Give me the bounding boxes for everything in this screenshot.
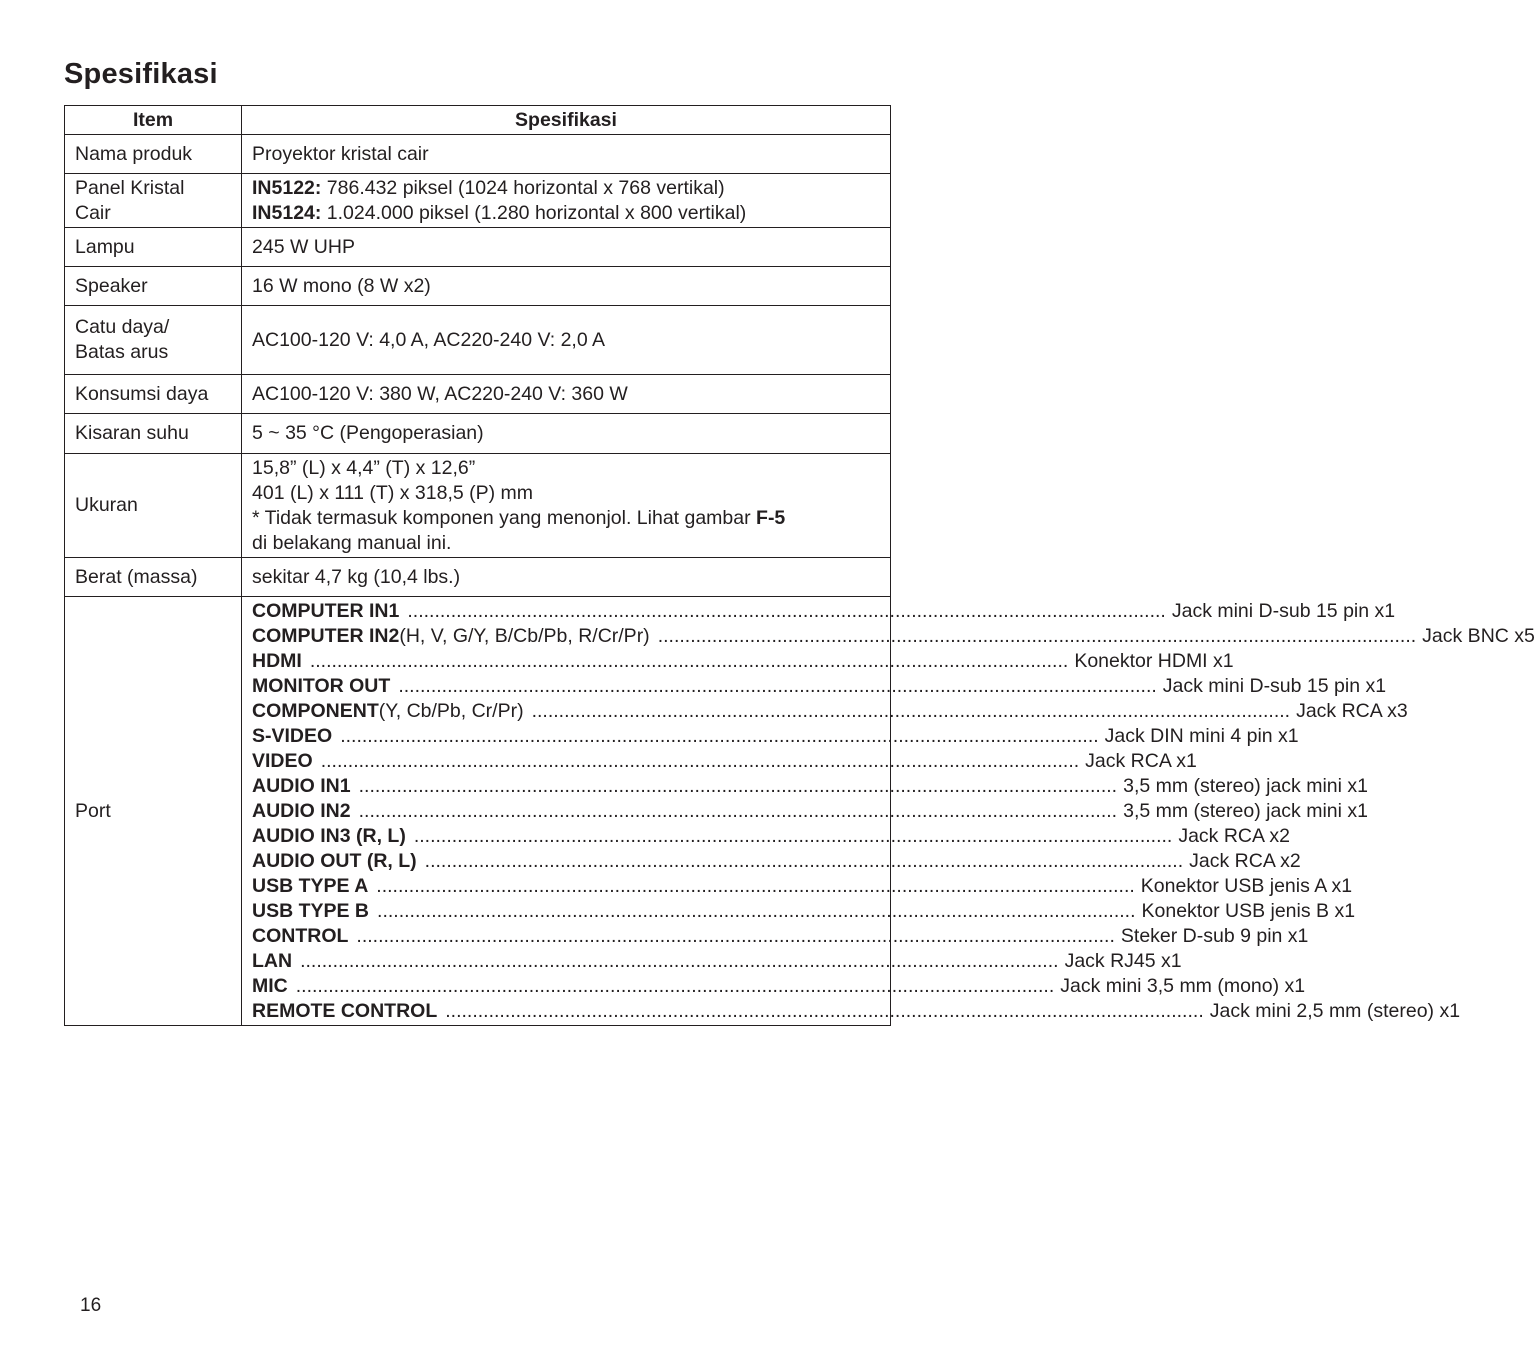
port-name: USB TYPE B <box>252 899 370 922</box>
table-row <box>65 228 891 267</box>
port-entry <box>252 674 1387 699</box>
port-connector: Konektor USB jenis A x1 <box>1140 874 1353 897</box>
port-entry <box>252 849 1301 874</box>
port-entry <box>252 624 1535 649</box>
dot-leader: ............................................................................................................................................ <box>320 749 1080 772</box>
port-signal: (Y, Cb/Pb, Cr/Pr) <box>378 699 524 722</box>
port-connector: Jack mini D-sub 15 pin x1 <box>1162 674 1387 697</box>
dot-leader: ............................................................................................................................................ <box>413 824 1173 847</box>
table-row <box>65 558 891 597</box>
panel-model1: IN5122: <box>252 176 322 199</box>
catu-label-line2: Batas arus <box>75 341 169 363</box>
page-number: 16 <box>80 1295 102 1316</box>
panel-label-line2: Cair <box>75 201 111 224</box>
port-connector: Konektor USB jenis B x1 <box>1141 899 1356 922</box>
dot-leader: ............................................................................................................................................ <box>445 999 1204 1022</box>
panel-label-line1: Panel Kristal <box>75 176 185 199</box>
port-entry <box>252 824 1290 849</box>
table-row <box>65 174 891 228</box>
dot-leader: ............................................................................................................................................ <box>376 874 1135 897</box>
dot-leader: ............................................................................................................................................ <box>295 974 1055 997</box>
dot-leader: ............................................................................................................................................ <box>377 899 1136 922</box>
port-connector: Jack RJ45 x1 <box>1064 949 1182 972</box>
dot-leader: ............................................................................................................................................ <box>531 699 1291 722</box>
ukuran-line1: 15,8” (L) x 4,4” (T) x 12,6” <box>252 456 476 479</box>
table-row <box>65 375 891 414</box>
port-name: MIC <box>252 974 288 997</box>
port-entry <box>252 649 1234 674</box>
port-connector: Steker D-sub 9 pin x1 <box>1120 924 1309 947</box>
dot-leader: ............................................................................................................................................ <box>309 649 1069 672</box>
port-connector: Jack RCA x2 <box>1178 824 1290 847</box>
catu-label-line1: Catu daya/ <box>75 316 170 338</box>
port-name: COMPUTER IN1 <box>252 599 400 622</box>
ukuran-line2: 401 (L) x 111 (T) x 318,5 (P) mm <box>252 481 534 504</box>
row-value-catu-daya: AC100-120 V: 4,0 A, AC220-240 V: 2,0 A <box>242 306 891 375</box>
table-row <box>65 454 891 558</box>
row-label-konsumsi: Konsumsi daya <box>65 375 242 414</box>
dot-leader: ............................................................................................................................................ <box>300 949 1059 972</box>
port-entry <box>252 874 1353 899</box>
port-entry <box>252 899 1356 924</box>
row-value-kisaran: 5 ~ 35 °C (Pengoperasian) <box>242 414 891 454</box>
panel-line1 <box>252 176 880 201</box>
dot-leader: ............................................................................................................................................ <box>424 849 1184 872</box>
port-entry <box>252 599 1396 624</box>
dot-leader: ............................................................................................................................................ <box>657 624 1417 647</box>
port-connector: Konektor HDMI x1 <box>1074 649 1234 672</box>
row-value-konsumsi: AC100-120 V: 380 W, AC220-240 V: 360 W <box>242 375 891 414</box>
row-label-port: Port <box>65 597 242 1026</box>
page-title: Spesifikasi <box>64 58 218 90</box>
table-row <box>65 414 891 454</box>
row-label-kisaran: Kisaran suhu <box>65 414 242 454</box>
specification-table <box>64 105 1535 1026</box>
figure-reference: F-5 <box>756 506 786 529</box>
port-entry <box>252 999 1461 1024</box>
port-name: COMPUTER IN2 <box>252 624 400 647</box>
port-name: AUDIO IN2 <box>252 799 351 822</box>
table-row <box>65 597 891 1026</box>
panel-line2 <box>252 201 880 226</box>
port-connector: Jack RCA x3 <box>1296 699 1408 722</box>
row-label-ukuran: Ukuran <box>65 454 242 558</box>
port-name: S-VIDEO <box>252 724 333 747</box>
ukuran-line4: di belakang manual ini. <box>252 531 452 554</box>
port-connector: Jack mini 2,5 mm (stereo) x1 <box>1209 999 1461 1022</box>
dot-leader: ............................................................................................................................................ <box>340 724 1099 747</box>
dot-leader: ............................................................................................................................................ <box>358 774 1118 797</box>
row-value-speaker: 16 W mono (8 W x2) <box>242 267 891 306</box>
table-row <box>65 135 891 174</box>
dot-leader: ............................................................................................................................................ <box>356 924 1115 947</box>
row-value-lampu: 245 W UHP <box>242 228 891 267</box>
port-name: USB TYPE A <box>252 874 369 897</box>
port-name: REMOTE CONTROL <box>252 999 438 1022</box>
port-entry <box>252 924 1309 949</box>
port-connector: Jack mini D-sub 15 pin x1 <box>1171 599 1396 622</box>
row-value-port <box>242 597 1535 1026</box>
row-label-panel <box>65 174 242 228</box>
port-connector: Jack BNC x5 <box>1422 624 1535 647</box>
table-header-row <box>65 106 891 135</box>
port-entry <box>252 749 1197 774</box>
row-label-berat: Berat (massa) <box>65 558 242 597</box>
port-entry <box>252 949 1182 974</box>
row-label-catu-daya <box>65 306 242 375</box>
panel-value2: 1.024.000 piksel (1.280 horizontal x 800 vertikal) <box>321 201 747 224</box>
port-connector: Jack DIN mini 4 pin x1 <box>1104 724 1299 747</box>
port-name: AUDIO OUT (R, L) <box>252 849 417 872</box>
table-row <box>65 267 891 306</box>
ukuran-note: * Tidak termasuk komponen yang menonjol. Lihat gambar <box>252 506 757 529</box>
row-label-lampu: Lampu <box>65 228 242 267</box>
port-connector: Jack RCA x2 <box>1189 849 1301 872</box>
port-entry <box>252 799 1368 824</box>
row-value-panel <box>242 174 891 228</box>
port-connector: Jack RCA x1 <box>1085 749 1197 772</box>
ukuran-line3 <box>252 506 880 531</box>
port-entry <box>252 774 1368 799</box>
dot-leader: ............................................................................................................................................ <box>407 599 1166 622</box>
port-name: AUDIO IN1 <box>252 774 351 797</box>
port-signal: (H, V, G/Y, B/Cb/Pb, R/Cr/Pr) <box>399 624 650 647</box>
row-label-nama-produk: Nama produk <box>65 135 242 174</box>
port-name: VIDEO <box>252 749 313 772</box>
row-value-ukuran <box>242 454 891 558</box>
header-item: Item <box>65 106 242 135</box>
table-row <box>65 306 891 375</box>
header-spec: Spesifikasi <box>242 106 891 135</box>
row-value-berat: sekitar 4,7 kg (10,4 lbs.) <box>242 558 891 597</box>
port-entry <box>252 974 1306 999</box>
port-name: AUDIO IN3 (R, L) <box>252 824 406 847</box>
port-name: MONITOR OUT <box>252 674 391 697</box>
row-label-speaker: Speaker <box>65 267 242 306</box>
port-name: LAN <box>252 949 293 972</box>
port-name: HDMI <box>252 649 302 672</box>
port-name: CONTROL <box>252 924 349 947</box>
dot-leader: ............................................................................................................................................ <box>398 674 1157 697</box>
panel-model2: IN5124: <box>252 201 322 224</box>
port-entry <box>252 699 1408 724</box>
port-name: COMPONENT <box>252 699 379 722</box>
row-value-nama-produk: Proyektor kristal cair <box>242 135 891 174</box>
port-entry <box>252 724 1299 749</box>
panel-value1: 786.432 piksel (1024 horizontal x 768 vertikal) <box>321 176 725 199</box>
port-connector: Jack mini 3,5 mm (mono) x1 <box>1060 974 1306 997</box>
port-connector: 3,5 mm (stereo) jack mini x1 <box>1123 774 1368 797</box>
port-connector: 3,5 mm (stereo) jack mini x1 <box>1123 799 1368 822</box>
dot-leader: ............................................................................................................................................ <box>358 799 1118 822</box>
